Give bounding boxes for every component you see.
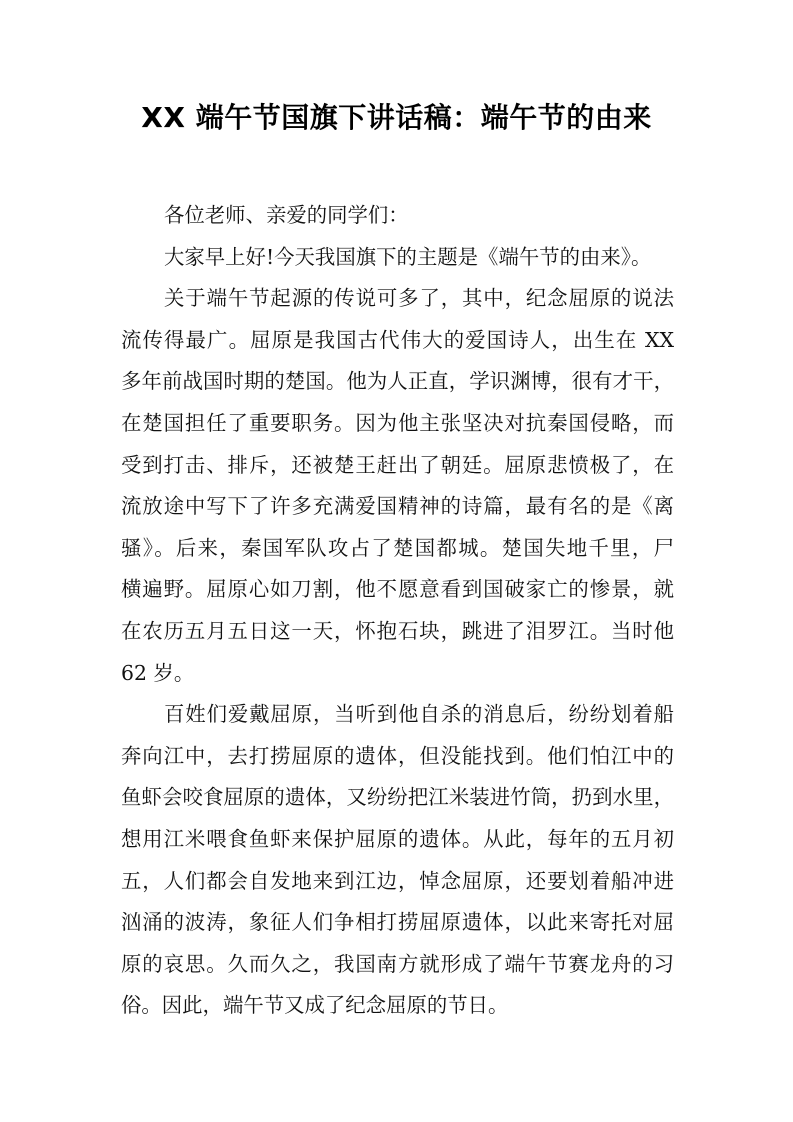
document-body bbox=[121, 195, 674, 1027]
text-line: 流放途中写下了许多充满爱国精神的诗篇，最有名的是《离 bbox=[121, 494, 674, 519]
text-line: 汹涌的波涛，象征人们争相打捞屈原遗体，以此来寄托对屈 bbox=[121, 910, 674, 935]
paragraph-custom-origin bbox=[121, 694, 674, 1027]
text-line: 流传得最广。屈原是我国古代伟大的爱国诗人，出生在 XX bbox=[121, 327, 674, 352]
text-line: 想用江米喂食鱼虾来保护屈原的遗体。从此，每年的五月初 bbox=[121, 826, 674, 851]
text-line: 各位老师、亲爱的同学们： bbox=[164, 203, 409, 227]
text-line: 在楚国担任了重要职务。因为他主张坚决对抗秦国侵略，而 bbox=[121, 410, 674, 435]
text-line: 百姓们爱戴屈原，当听到他自杀的消息后，纷纷划着船 bbox=[164, 702, 674, 727]
text-line: 俗。因此，端午节又成了纪念屈原的节日。 bbox=[121, 993, 509, 1018]
text-line: 奔向江中，去打捞屈原的遗体，但没能找到。他们怕江中的 bbox=[121, 743, 674, 768]
text-line: 多年前战国时期的楚国。他为人正直，学识渊博，很有才干， bbox=[121, 369, 674, 394]
text-line: 横遍野。屈原心如刀割，他不愿意看到国破家亡的惨景，就 bbox=[121, 577, 674, 602]
document-title: XX 端午节国旗下讲话稿：端午节的由来 bbox=[141, 101, 652, 134]
paragraph-salutation bbox=[121, 195, 674, 237]
text-line: 在农历五月五日这一天，怀抱石块，跳进了泪罗江。当时他 bbox=[121, 618, 674, 643]
text-line: 鱼虾会咬食屈原的遗体，又纷纷把江米装进竹筒，扔到水里， bbox=[121, 785, 674, 810]
text-line: 原的哀思。久而久之，我国南方就形成了端午节赛龙舟的习 bbox=[121, 951, 674, 976]
text-line: 受到打击、排斥，还被楚王赶出了朝廷。屈原悲愤极了，在 bbox=[121, 452, 674, 477]
text-line: 62 岁。 bbox=[121, 660, 195, 685]
paragraph-legend bbox=[121, 278, 674, 694]
text-line: 关于端午节起源的传说可多了，其中，纪念屈原的说法 bbox=[164, 286, 674, 311]
text-line: 大家早上好!今天我国旗下的主题是《端午节的由来》。 bbox=[164, 244, 652, 269]
text-line: 骚》。后来，秦国军队攻占了楚国都城。楚国失地千里，尸 bbox=[121, 535, 674, 560]
paragraph-greeting bbox=[121, 237, 674, 279]
text-line: 五，人们都会自发地来到江边，悼念屈原，还要划着船冲进 bbox=[121, 868, 674, 893]
